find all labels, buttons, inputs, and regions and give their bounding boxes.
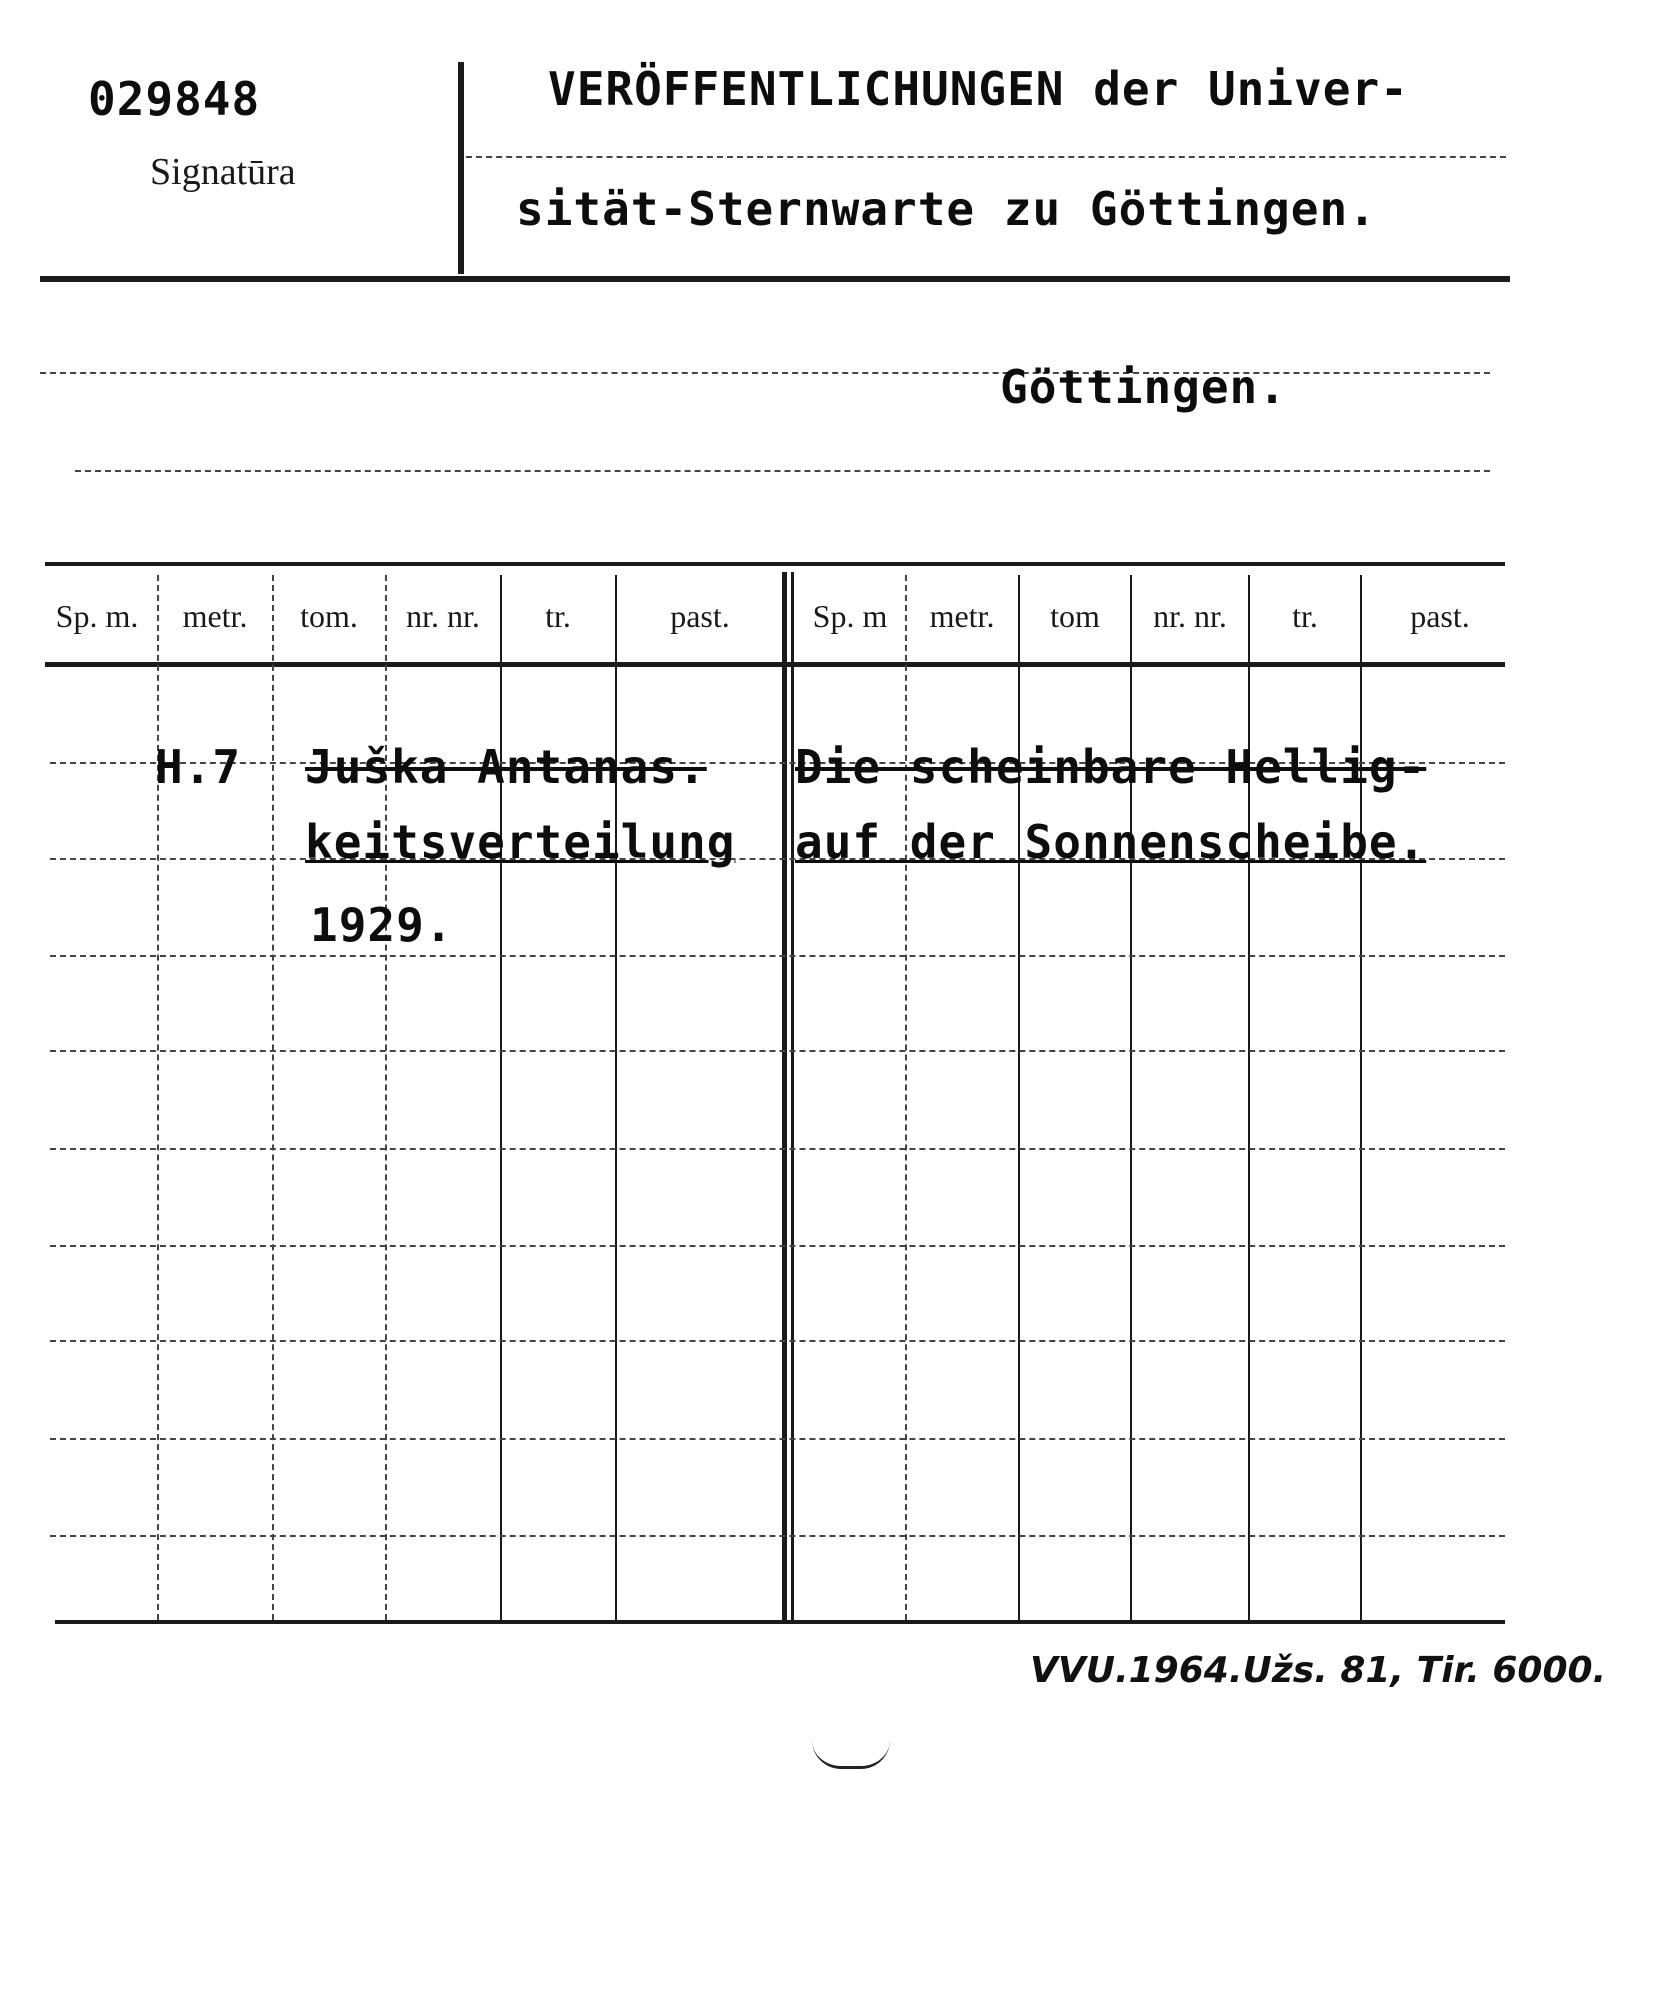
- header-metr-right: metr.: [929, 598, 995, 634]
- col-sep: [272, 575, 274, 1620]
- series-title-line-1: VERÖFFENTLICHUNGEN der Univer-: [548, 62, 1409, 116]
- col-sep: [157, 575, 159, 1620]
- signatura-label: Signatūra: [150, 151, 296, 193]
- header-tom-right: tom: [1050, 598, 1100, 634]
- blank-rule: [75, 470, 1490, 472]
- header-bottom-rule: [40, 276, 1510, 282]
- title-part-1: Die scheinbare Hellig-: [795, 740, 1427, 794]
- title-part-2a: keitsverteilung: [305, 815, 736, 869]
- col-sep: [500, 575, 502, 1620]
- shelf-mark: H.7: [155, 740, 242, 794]
- col-sep: [1130, 575, 1132, 1620]
- signum-number: 029848: [88, 72, 261, 126]
- table-center-divider: [791, 572, 794, 1622]
- series-title-line-2: sität-Sternwarte zu Göttingen.: [516, 182, 1377, 236]
- header-past-left: past.: [670, 598, 730, 634]
- row-rule: [50, 1148, 1505, 1150]
- place-of-publication: Göttingen.: [1000, 360, 1287, 414]
- row-rule: [50, 1340, 1505, 1342]
- row-rule: [50, 1438, 1505, 1440]
- header-metr-left: metr.: [182, 598, 248, 634]
- col-sep: [1248, 575, 1250, 1620]
- row-rule: [50, 1050, 1505, 1052]
- header-divider: [458, 62, 464, 274]
- row-rule: [50, 1535, 1505, 1537]
- row-rule: [50, 1245, 1505, 1247]
- title-rule: [466, 156, 1506, 158]
- table-header-rule: [45, 662, 1505, 667]
- header-sp-m-left: Sp. m.: [55, 598, 139, 634]
- author-name: Juška Antanas.: [305, 740, 707, 794]
- header-tr-left: tr.: [545, 598, 571, 634]
- col-sep: [1018, 575, 1020, 1620]
- title-part-2b: auf der Sonnenscheibe.: [795, 815, 1427, 869]
- stray-mark: [812, 1740, 890, 1769]
- col-sep: [385, 575, 387, 1620]
- print-run-note: VVU.1964.Užs. 81, Tir. 6000.: [1030, 1650, 1607, 1691]
- header-nrnr-left: nr. nr.: [406, 598, 480, 634]
- table-center-divider: [782, 572, 787, 1622]
- col-sep: [615, 575, 617, 1620]
- header-tr-right: tr.: [1292, 598, 1318, 634]
- header-nrnr-right: nr. nr.: [1153, 598, 1227, 634]
- row-rule: [50, 955, 1505, 957]
- header-past-right: past.: [1410, 598, 1470, 634]
- publication-year: 1929.: [310, 898, 454, 952]
- col-sep: [1360, 575, 1362, 1620]
- header-sp-m-right: Sp. m: [812, 598, 888, 634]
- table-bottom-rule: [55, 1620, 1505, 1624]
- col-sep: [905, 575, 907, 1620]
- header-tom-left: tom.: [300, 598, 358, 634]
- table-top-rule: [45, 562, 1505, 566]
